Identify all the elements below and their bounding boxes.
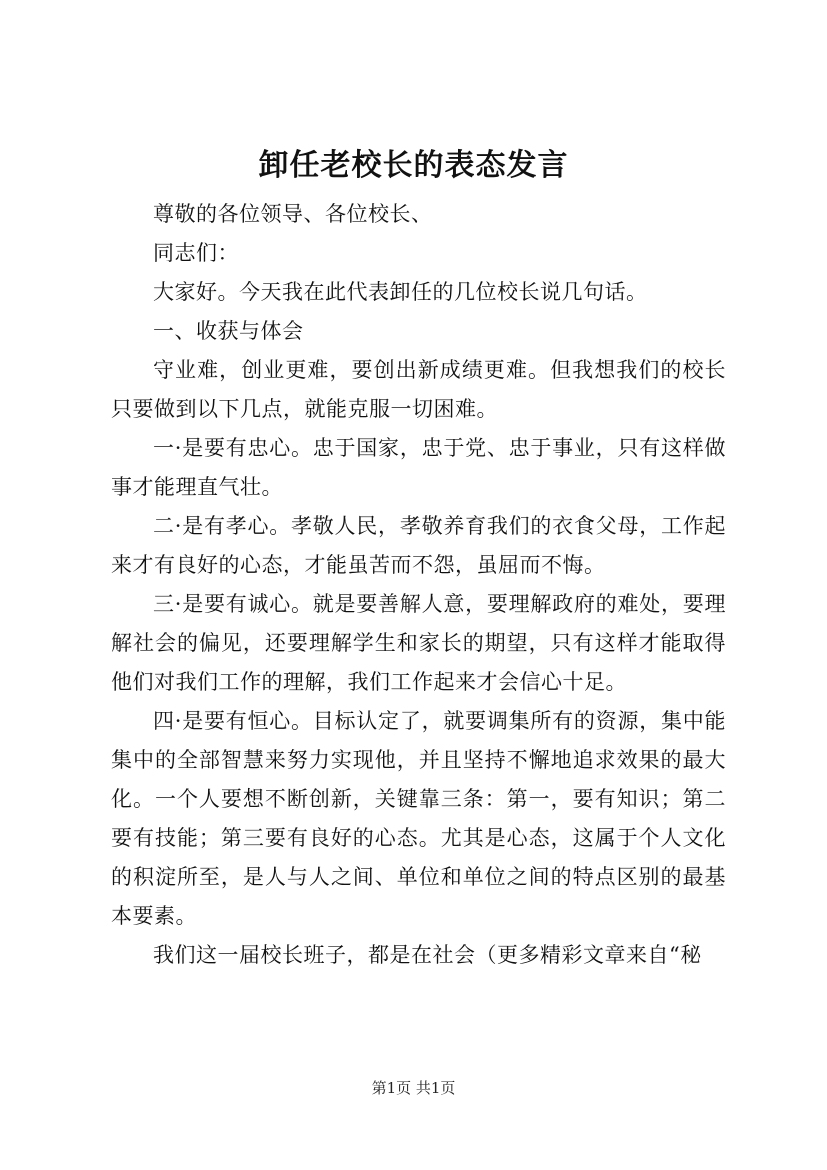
body-paragraph: 一·是要有忠心。忠于国家，忠于党、忠于事业，只有这样做事才能理直气壮。 xyxy=(111,436,726,499)
document-body xyxy=(111,195,726,975)
greeting-paragraph: 大家好。今天我在此代表卸任的几位校长说几句话。 xyxy=(153,280,648,304)
body-paragraph: 三·是要有诚心。就是要善解人意，要理解政府的难处，要理解社会的偏见，还要理解学生和家长的期望，只有这样才能取得他们对我们工作的理解，我们工作起来才会信心十足。 xyxy=(111,592,726,694)
body-paragraph: 我们这一届校长班子，都是在社会（更多精彩文章来自“秘 xyxy=(153,943,702,967)
document-title: 卸任老校长的表态发言 xyxy=(258,148,569,183)
body-paragraph: 二·是有孝心。孝敬人民，孝敬养育我们的衣食父母，工作起来才有良好的心态，才能虽苦而不怨，虽屈而不悔。 xyxy=(111,514,726,577)
salutation-line: 尊敬的各位领导、各位校长、 xyxy=(153,202,433,226)
page-number-footer: 第1页 共1页 xyxy=(371,1079,456,1097)
section-heading: 一、收获与体会 xyxy=(153,319,304,343)
body-paragraph: 四·是要有恒心。目标认定了，就要调集所有的资源，集中能集中的全部智慧来努力实现他，并且坚持不懈地追求效果的最大化。一个人要想不断创新，关键靠三条：第一，要有知识；第二要有技能；第三要有良好的心态。尤其是心态，这属于个人文化的积淀所至，是人与人之间、单位和单位之间的特点区别的最基本要素。 xyxy=(111,709,726,928)
salutation-line: 同志们： xyxy=(153,241,239,265)
body-paragraph: 守业难，创业更难，要创出新成绩更难。但我想我们的校长只要做到以下几点，就能克服一切困难。 xyxy=(111,358,726,421)
